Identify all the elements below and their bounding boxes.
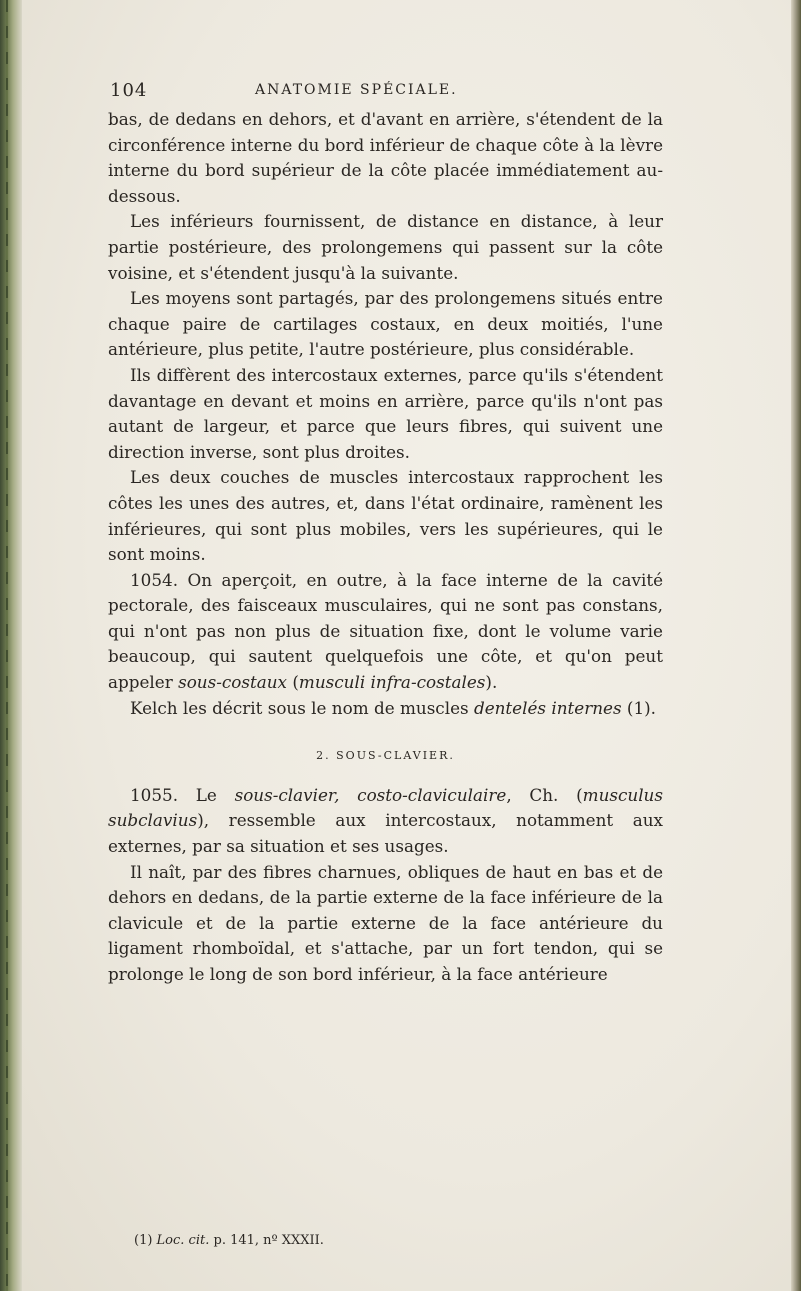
running-head: ANATOMIE SPÉCIALE. bbox=[255, 82, 458, 98]
page-number: 104 bbox=[110, 80, 148, 101]
term-latin: musculi infra-costales bbox=[298, 672, 486, 693]
term-latin: musculus subclavius bbox=[108, 784, 663, 831]
paragraph: Les deux couches de muscles intercostaux rapprochent les côtes les unes des autres, et, dans l'état ordinaire, ramènent les inférieures, qui sont plus mobiles, vers les supérieures, qui le sont moins. bbox=[108, 467, 663, 565]
footnote-ref: (1). bbox=[621, 697, 657, 718]
footnote-citation: Loc. cit. bbox=[156, 1233, 210, 1248]
term-french: sous-costaux bbox=[178, 672, 288, 693]
paragraph-1055: 1055. Le sous-clavier, costo-claviculaire, Ch. (musculus subclavius), ressemble aux intercostaux, notamment aux externes, par sa situation et ses usages. bbox=[108, 784, 663, 857]
paragraph-number: 1054. bbox=[130, 569, 179, 590]
paragraph: Ils diffèrent des intercostaux externes, parce qu'ils s'étendent davantage en devant et moins en arrière, parce qu'ils n'ont pas autant de largeur, et parce que leurs fibres, qui suivent une direction inverse, sont plus droites. bbox=[108, 364, 663, 462]
paragraph: Il naît, par des fibres charnues, obliques de haut en bas et de dehors en dedans, de la partie externe de la face inférieure de la clavicule et de la partie externe de la face antérieure du ligament rhomboïdal, et s'attache, par un fort tendon, qui se prolonge le long de son bord inférieur, à la face antérieure bbox=[108, 861, 663, 984]
paragraph: bas, de dedans en dehors, et d'avant en arrière, s'étendent de la circonférence interne du bord inférieur de chaque côte à la lèvre interne du bord supérieur de la côte placée immédiatement au-dessous. bbox=[108, 109, 663, 206]
page-edge bbox=[791, 0, 801, 1291]
paragraph-1054: 1054. On aperçoit, en outre, à la face interne de la cavité pectorale, des faisceaux musculaires, qui ne sont pas constans, qui n'ont pas non plus de situation fixe, dont le volume varie beaucoup, qui sautent quelquefois une côte, et qu'on peut appeler sous-costaux (musculi infra-costales). bbox=[108, 569, 663, 693]
term-french: dentelés internes bbox=[473, 697, 622, 718]
section-heading: 2. SOUS-CLAVIER. bbox=[316, 749, 455, 763]
paragraph-number: 1055. bbox=[130, 784, 179, 805]
paragraph: Les moyens sont partagés, par des prolongemens situés entre chaque paire de cartilages costaux, en deux moitiés, l'une antérieure, plus petite, l'autre postérieure, plus considérable. bbox=[108, 288, 663, 360]
term-french: sous-clavier, costo-claviculaire bbox=[234, 784, 507, 805]
page-header bbox=[110, 80, 660, 104]
paragraph-kelch: Kelch les décrit sous le nom de muscles dentelés internes (1). bbox=[130, 697, 657, 718]
paragraph: Les inférieurs fournissent, de distance en distance, à leur partie postérieure, des prolongemens qui passent sur la côte voisine, et s'étendent jusqu'à la suivante. bbox=[108, 211, 663, 283]
footnote: (1) Loc. cit. p. 141, nº XXXII. bbox=[134, 1233, 324, 1248]
book-binding bbox=[0, 0, 22, 1291]
body-text bbox=[108, 107, 663, 988]
